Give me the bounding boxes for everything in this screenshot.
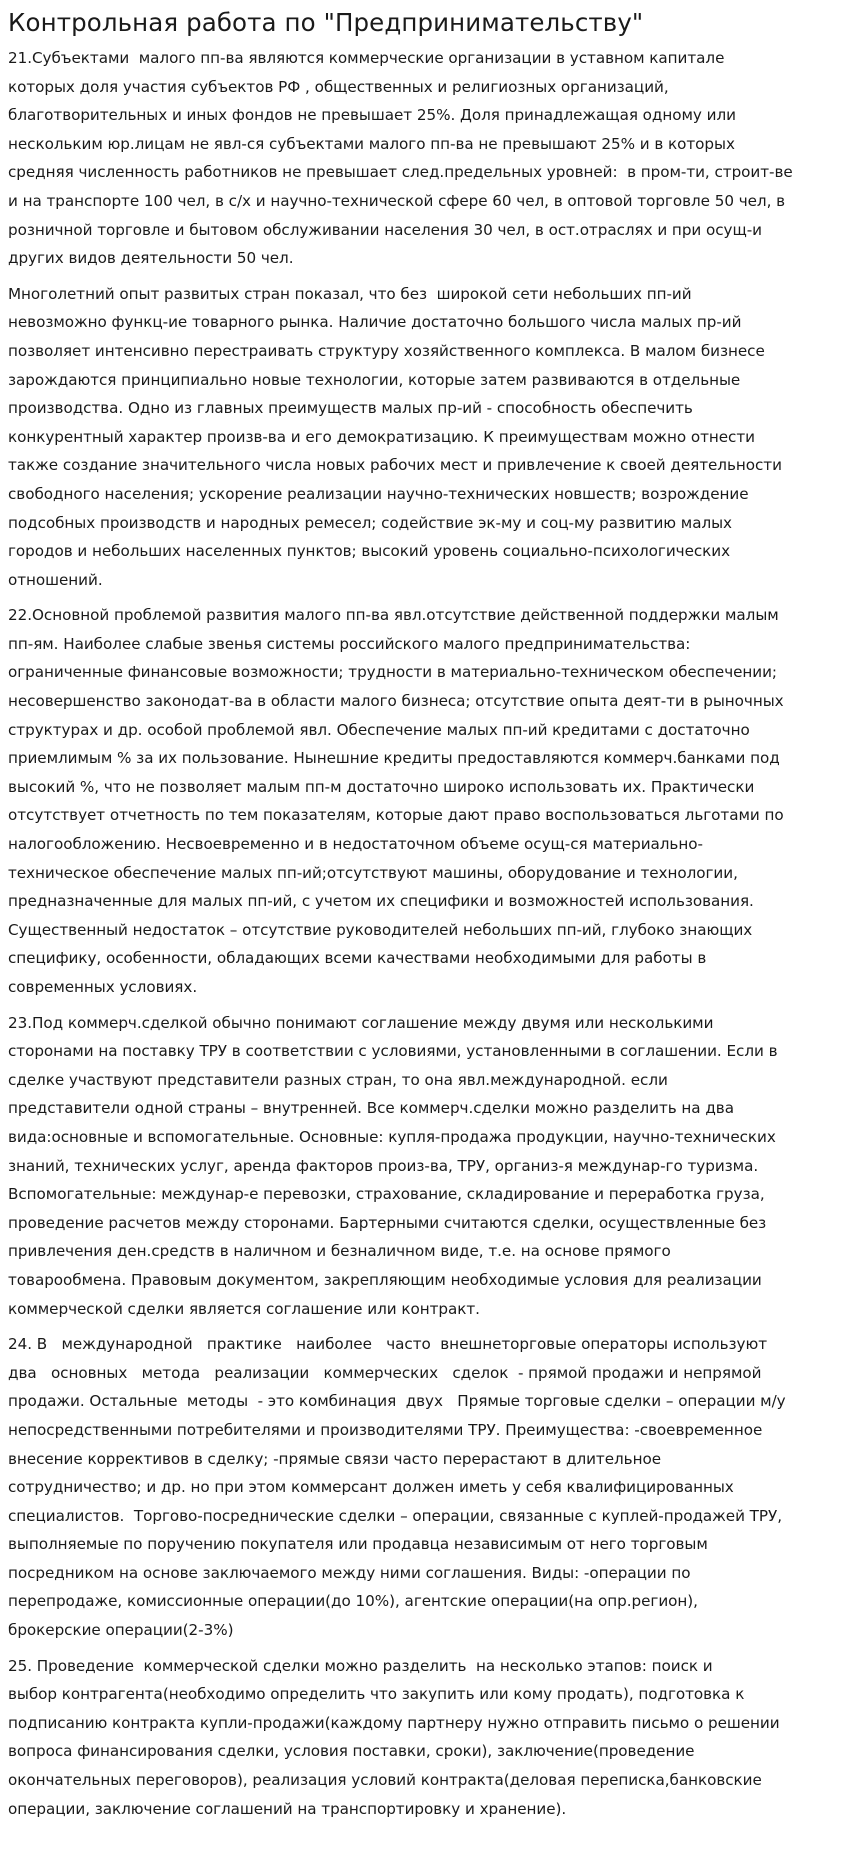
text-line: конкурентный характер произв-ва и его демократизацию. К преимуществам можно отнести bbox=[8, 427, 755, 446]
text-line: сделке участвуют представители разных стран, то она явл.международной. если bbox=[8, 1070, 668, 1089]
text-line: брокерские операции(2-3%) bbox=[8, 1621, 234, 1640]
text-line: Вспомогательные: междунар-е перевозки, страхование, складирование и переработка груза, bbox=[8, 1185, 765, 1204]
text-line: предназначенные для малых пп-ий, с учетом их специфики и возможностей использования. bbox=[8, 892, 754, 911]
paragraph bbox=[8, 1652, 841, 1824]
text-line: внесение коррективов в сделку; -прямые связи часто перерастают в длительное bbox=[8, 1449, 661, 1468]
text-line: сотрудничество; и др. но при этом коммерсант должен иметь у себя квалифицированных bbox=[8, 1478, 734, 1497]
text-line: специалистов. Торгово-посреднические сделки – операции, связанные с куплей-продажей ТРУ, bbox=[8, 1506, 782, 1525]
document-title: Контрольная работа по "Предпринимательству" bbox=[8, 8, 644, 37]
text-line: посредником на основе заключаемого между ними соглашения. Виды: -операции по bbox=[8, 1563, 691, 1582]
text-line: техническое обеспечение малых пп-ий;отсутствуют машины, оборудование и технологии, bbox=[8, 863, 738, 882]
text-line: 25. Проведение коммерческой сделки можно разделить на несколько этапов: поиск и bbox=[8, 1656, 713, 1675]
text-line: подписанию контракта купли-продажи(каждому партнеру нужно отправить письмо о решении bbox=[8, 1713, 780, 1732]
text-line: свободного населения; ускорение реализации научно-технических новшеств; возрождение bbox=[8, 484, 749, 503]
text-line: окончательных переговоров), реализация условий контракта(деловая переписка,банковские bbox=[8, 1771, 762, 1790]
text-line: пп-ям. Наиболее слабые звенья системы российского малого предпринимательства: bbox=[8, 634, 691, 653]
text-line: вида:основные и вспомогательные. Основные: купля-продажа продукции, научно-технических bbox=[8, 1127, 776, 1146]
text-line: выполняемые по поручению покупателя или продавца независимым от него торговым bbox=[8, 1535, 708, 1554]
text-line: выбор контрагента(необходимо определить что закупить или кому продать), подготовка к bbox=[8, 1685, 745, 1704]
text-line: представители одной страны – внутренней. Все коммерч.сделки можно разделить на два bbox=[8, 1099, 734, 1118]
text-line: 24. В международной практике наиболее часто внешнеторговые операторы используют bbox=[8, 1335, 768, 1354]
text-line: перепродаже, комиссионные операции(до 10%), агентские операции(на опр.регион), bbox=[8, 1592, 698, 1611]
text-line: знаний, технических услуг, аренда факторов произ-ва, ТРУ, организ-я междунар-го туризма. bbox=[8, 1156, 759, 1175]
text-line: специфику, особенности, обладающих всеми качествами необходимыми для работы в bbox=[8, 949, 707, 968]
text-line: средняя численность работников не превышает след.предельных уровней: в пром-ти, строит-ве bbox=[8, 163, 793, 182]
text-line: которых доля участия субъектов РФ , общественных и религиозных организаций, bbox=[8, 77, 669, 96]
text-line: позволяет интенсивно перестраивать структуру хозяйственного комплекса. В малом бизнесе bbox=[8, 341, 765, 360]
paragraph bbox=[8, 1330, 841, 1645]
text-line: продажи. Остальные методы - это комбинация двух Прямые торговые сделки – операции м/у bbox=[8, 1392, 786, 1411]
text-line: привлечения ден.средств в наличном и безналичном виде, т.е. на основе прямого bbox=[8, 1242, 671, 1261]
text-line: 22.Основной проблемой развития малого пп-ва явл.отсутствие действенной поддержки малым bbox=[8, 606, 779, 625]
paragraph bbox=[8, 44, 841, 273]
text-line: зарождаются принципиально новые технологии, которые затем развиваются в отдельные bbox=[8, 370, 741, 389]
text-line: непосредственными потребителями и производителями ТРУ. Преимущества: -своевременное bbox=[8, 1420, 763, 1439]
text-line: Многолетний опыт развитых стран показал, что без широкой сети небольших пп-ий bbox=[8, 284, 692, 303]
text-line: отсутствует отчетность по тем показателям, которые дают право воспользоваться льготами по bbox=[8, 806, 784, 825]
paragraph bbox=[8, 601, 841, 1001]
text-line: коммерческой сделки является соглашение или контракт. bbox=[8, 1299, 480, 1318]
paragraph bbox=[8, 1009, 841, 1324]
text-line: сторонами на поставку ТРУ в соответствии с условиями, установленными в соглашении. Если в bbox=[8, 1042, 778, 1061]
text-line: Существенный недостаток – отсутствие руководителей небольших пп-ий, глубоко знающих bbox=[8, 920, 753, 939]
paragraph bbox=[8, 280, 841, 595]
text-line: отношений. bbox=[8, 570, 103, 589]
text-line: современных условиях. bbox=[8, 978, 198, 996]
text-line: подсобных производств и народных ремесел; содействие эк-му и соц-му развитию малых bbox=[8, 513, 732, 532]
text-line: приемлимым % за их пользование. Нынешние кредиты предоставляются коммерч.банками под bbox=[8, 749, 780, 768]
text-line: производства. Одно из главных преимуществ малых пр-ий - способность обеспечить bbox=[8, 399, 693, 418]
text-line: и на транспорте 100 чел, в с/х и научно-технической сфере 60 чел, в оптовой торговле 50 чел, в bbox=[8, 191, 786, 210]
text-line: других видов деятельности 50 чел. bbox=[8, 249, 294, 268]
text-line: структурах и др. особой проблемой явл. Обеспечение малых пп-ий кредитами с достаточно bbox=[8, 720, 750, 739]
text-line: высокий %, что не позволяет малым пп-м достаточно широко использовать их. Практически bbox=[8, 777, 755, 796]
text-line: проведение расчетов между сторонами. Бартерными считаются сделки, осуществленные без bbox=[8, 1213, 767, 1232]
text-line: 23.Под коммерч.сделкой обычно понимают соглашение между двумя или несколькими bbox=[8, 1013, 714, 1032]
document-body bbox=[8, 44, 841, 1823]
text-line: операции, заключение соглашений на транспортировку и хранение). bbox=[8, 1799, 567, 1818]
text-line: несовершенство законодат-ва в области малого бизнеса; отсутствие опыта деят-ти в рыночных bbox=[8, 692, 784, 711]
text-line: 21.Субъектами малого пп-ва являются коммерческие организации в уставном капитале bbox=[8, 49, 725, 67]
text-line: два основных метода реализации коммерческих сделок - прямой продажи и непрямой bbox=[8, 1363, 762, 1382]
text-line: невозможно функц-ие товарного рынка. Наличие достаточно большого числа малых пр-ий bbox=[8, 313, 742, 332]
text-line: налогообложению. Несвоевременно и в недостаточном объеме осущ-ся материально- bbox=[8, 835, 703, 854]
text-line: благотворительных и иных фондов не превышает 25%. Доля принадлежащая одному или bbox=[8, 106, 736, 125]
text-line: ограниченные финансовые возможности; трудности в материально-техническом обеспечении; bbox=[8, 663, 778, 682]
text-line: розничной торговле и бытовом обслуживании населения 30 чел, в ост.отраслях и при осущ-и bbox=[8, 220, 762, 239]
text-line: городов и небольших населенных пунктов; высокий уровень социально-психологических bbox=[8, 542, 731, 561]
text-line: также создание значительного числа новых рабочих мест и привлечение к своей деятельности bbox=[8, 456, 782, 475]
document-page bbox=[8, 8, 841, 1830]
text-line: вопроса финансирования сделки, условия поставки, сроки), заключение(проведение bbox=[8, 1742, 695, 1761]
text-line: нескольким юр.лицам не явл-ся субъектами малого пп-ва не превышают 25% и в которых bbox=[8, 134, 735, 153]
text-line: товарообмена. Правовым документом, закрепляющим необходимые условия для реализации bbox=[8, 1270, 762, 1289]
